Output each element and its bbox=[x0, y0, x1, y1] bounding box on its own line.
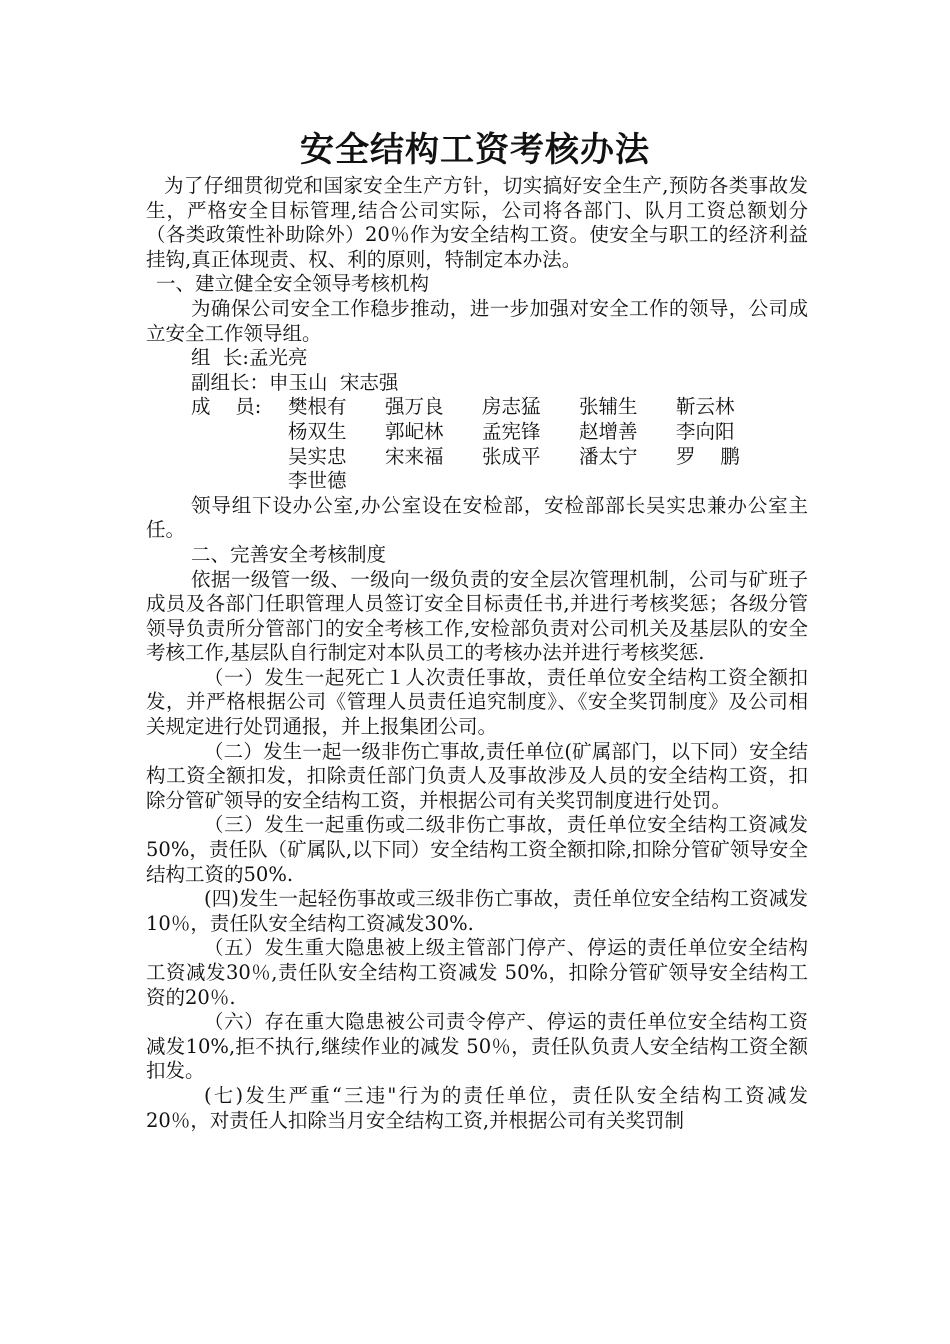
members-block bbox=[146, 395, 808, 493]
rule-item: （三）发生一起重伤或二级非伤亡事故，责任单位安全结构工资减发50%，责任队（矿属队,以下同）安全结构工资全额扣除,扣除分管矿领导安全结构工资的50%. bbox=[146, 813, 808, 886]
rule-item: （五）发生重大隐患被上级主管部门停产、停运的责任单位安全结构工资减发30％,责任队安全结构工资减发 50%，扣除分管矿领导安全结构工资的20％. bbox=[146, 936, 808, 1009]
section-2-paragraph: 依据一级管一级、一级向一级负责的安全层次管理机制，公司与矿班子成员及各部门任职管理人员签订安全目标责任书,并进行考核奖惩；各级分管领导负责所分管部门的安全考核工作,安检部负责对公司机关及基层队的安全考核工作,基层队自行制定对本队员工的考核办法并进行考核奖惩. bbox=[146, 567, 808, 665]
document-title: 安全结构工资考核办法 bbox=[300, 130, 650, 170]
members-row bbox=[288, 420, 808, 445]
rule-item: （二）发生一起一级非伤亡事故,责任单位(矿属部门，以下同）安全结构工资全额扣发，扣除责任部门负责人及事故涉及人员的安全结构工资，扣除分管矿领导的安全结构工资，并根据公司有关奖罚制度进行处罚。 bbox=[146, 739, 808, 812]
section-1-heading: 一、建立健全安全领导考核机构 bbox=[156, 272, 430, 296]
members-label: 成 员: bbox=[191, 395, 262, 419]
member-name: 强万良 bbox=[385, 395, 444, 419]
rule-item: （一）发生一起死亡１人次责任事故，责任单位安全结构工资全额扣发，并严格根据公司《管理人员责任追究制度》、《安全奖罚制度》及公司相关规定进行处罚通报，并上报集团公司。 bbox=[146, 665, 808, 739]
member-name: 房志猛 bbox=[482, 395, 541, 419]
member-name: 李向阳 bbox=[676, 419, 735, 443]
members-row bbox=[288, 395, 773, 420]
members-row bbox=[288, 469, 808, 494]
section-1-paragraph: 为确保公司安全工作稳步推动，进一步加强对安全工作的领导，公司成立安全工作领导组。 bbox=[146, 296, 808, 345]
member-name: 李世德 bbox=[288, 469, 347, 493]
member-name: 杨双生 bbox=[288, 419, 347, 443]
rule-item: (四)发生一起轻伤事故或三级非伤亡事故，责任单位安全结构工资减发10％，责任队安全结构工资减发30%. bbox=[146, 887, 808, 935]
member-name: 孟宪锋 bbox=[482, 419, 541, 443]
rule-item: （六）存在重大隐患被公司责令停产、停运的责任单位安全结构工资减发10%,拒不执行,继续作业的减发 50％，责任队负责人安全结构工资全额扣发。 bbox=[146, 1010, 808, 1083]
member-name: 郭屺林 bbox=[385, 419, 444, 443]
member-name: 樊根有 bbox=[288, 395, 347, 419]
section-2-heading: 二、完善安全考核制度 bbox=[191, 542, 387, 566]
member-name: 吴实忠 bbox=[288, 444, 347, 468]
member-name: 靳云林 bbox=[676, 395, 735, 419]
deputy-leader-line: 副组长：申玉山 宋志强 bbox=[191, 370, 399, 394]
member-name: 宋来福 bbox=[385, 444, 444, 468]
member-name: 潘太宁 bbox=[579, 444, 638, 468]
document-body bbox=[146, 174, 808, 1133]
member-name: 罗 鹏 bbox=[676, 444, 740, 468]
member-name: 赵增善 bbox=[579, 419, 638, 443]
members-row bbox=[288, 445, 808, 470]
group-leader-line: 组 长:孟光亮 bbox=[191, 346, 308, 370]
office-paragraph: 领导组下设办公室,办公室设在安检部，安检部部长吴实忠兼办公室主任。 bbox=[146, 493, 808, 542]
member-name: 张成平 bbox=[482, 444, 541, 468]
rule-item: (七)发生严重“三违"行为的责任单位，责任队安全结构工资减发20％，对责任人扣除当月安全结构工资,并根据公司有关奖罚制 bbox=[146, 1083, 808, 1132]
intro-paragraph: 为了仔细贯彻党和国家安全生产方针，切实搞好安全生产,预防各类事故发生，严格安全目标管理,结合公司实际，公司将各部门、队月工资总额划分（各类政策性补助除外）20％作为安全结构工资。使安全与职工的经济利益挂钩,真正体现责、权、利的原则，特制定本办法。 bbox=[146, 174, 808, 271]
member-name: 张辅生 bbox=[579, 395, 638, 419]
